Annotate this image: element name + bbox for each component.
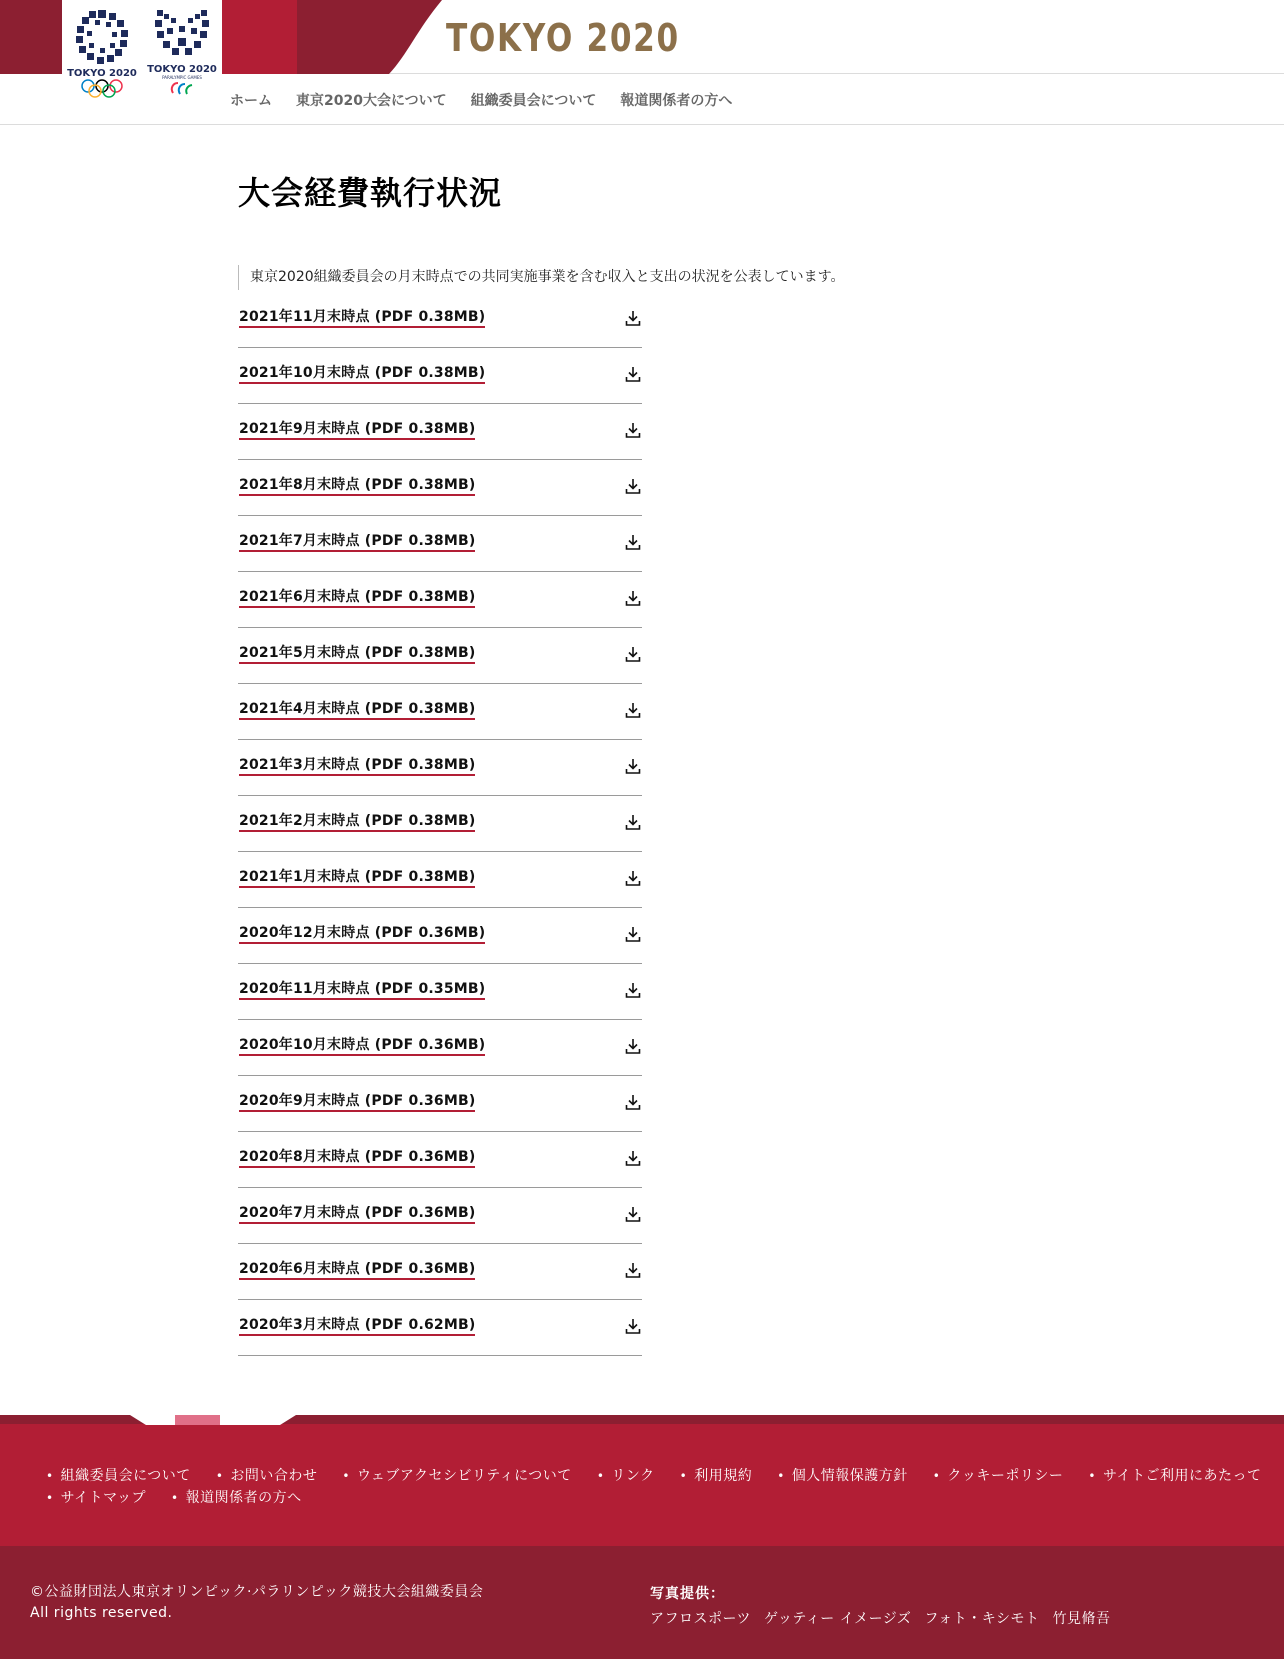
footer-link[interactable]: • ウェブアクセシビリティについて xyxy=(342,1466,571,1486)
document-item xyxy=(238,1076,642,1132)
download-icon[interactable] xyxy=(624,701,642,719)
nav-about-games[interactable]: 東京2020大会について xyxy=(296,93,447,109)
global-nav xyxy=(230,90,732,110)
footer-bottom xyxy=(0,1546,1284,1659)
page-top-tab[interactable] xyxy=(130,1415,296,1425)
footer-link[interactable]: • 個人情報保護方針 xyxy=(777,1466,908,1486)
nav-about-committee[interactable]: 組織委員会について xyxy=(470,93,597,109)
copyright-line2: All rights reserved. xyxy=(30,1605,173,1621)
download-icon[interactable] xyxy=(624,309,642,327)
document-item xyxy=(238,1132,642,1188)
document-item xyxy=(238,796,642,852)
document-link[interactable]: 2021年1月末時点 (PDF 0.38MB) xyxy=(239,869,475,888)
download-icon[interactable] xyxy=(624,645,642,663)
download-icon[interactable] xyxy=(624,1093,642,1111)
document-link[interactable]: 2020年9月末時点 (PDF 0.36MB) xyxy=(239,1093,475,1112)
download-icon[interactable] xyxy=(624,589,642,607)
document-link[interactable]: 2020年11月末時点 (PDF 0.35MB) xyxy=(239,981,485,1000)
document-link[interactable]: 2020年6月末時点 (PDF 0.36MB) xyxy=(239,1261,475,1280)
document-link[interactable]: 2020年7月末時点 (PDF 0.36MB) xyxy=(239,1205,475,1224)
document-link[interactable]: 2021年6月末時点 (PDF 0.38MB) xyxy=(239,589,475,608)
document-item xyxy=(238,348,642,404)
paralympic-emblem-link[interactable] xyxy=(146,8,218,96)
document-link[interactable]: 2021年2月末時点 (PDF 0.38MB) xyxy=(239,813,475,832)
photo-credits-names xyxy=(650,1607,1124,1632)
document-item xyxy=(238,964,642,1020)
document-item xyxy=(238,1020,642,1076)
footer-link[interactable]: • リンク xyxy=(597,1466,655,1486)
footer-link[interactable]: • 組織委員会について xyxy=(46,1466,191,1486)
document-item xyxy=(238,1244,642,1300)
header-band-red xyxy=(222,0,297,74)
document-item xyxy=(238,572,642,628)
document-link[interactable]: 2021年4月末時点 (PDF 0.38MB) xyxy=(239,701,475,720)
olympic-emblem-link[interactable] xyxy=(66,8,138,99)
download-icon[interactable] xyxy=(624,869,642,887)
footer-link[interactable]: • 報道関係者の方へ xyxy=(171,1488,302,1508)
document-link[interactable]: 2020年8月末時点 (PDF 0.36MB) xyxy=(239,1149,475,1168)
footer-links xyxy=(46,1466,1266,1508)
download-icon[interactable] xyxy=(624,1205,642,1223)
document-list xyxy=(238,292,642,1356)
download-icon[interactable] xyxy=(624,1037,642,1055)
document-link[interactable]: 2020年3月末時点 (PDF 0.62MB) xyxy=(239,1317,475,1336)
tokyo2020-wordmark[interactable]: TOKYO 2020 xyxy=(446,16,680,60)
document-link[interactable]: 2021年7月末時点 (PDF 0.38MB) xyxy=(239,533,475,552)
footer-link[interactable]: • クッキーポリシー xyxy=(933,1466,1064,1486)
document-link[interactable]: 2020年12月末時点 (PDF 0.36MB) xyxy=(239,925,485,944)
copyright-line1: ©公益財団法人東京オリンピック·パラリンピック競技大会組織委員会 xyxy=(30,1584,484,1600)
paralympic-emblem-subcaption: PARALYMPIC GAMES xyxy=(162,75,202,80)
document-item xyxy=(238,404,642,460)
download-icon[interactable] xyxy=(624,813,642,831)
document-link[interactable]: 2021年11月末時点 (PDF 0.38MB) xyxy=(239,309,485,328)
document-link[interactable]: 2021年9月末時点 (PDF 0.38MB) xyxy=(239,421,475,440)
photo-credit-name: ゲッティー イメージズ xyxy=(763,1611,912,1627)
olympic-rings-icon xyxy=(80,79,124,99)
footer-link[interactable]: • サイトご利用にあたって xyxy=(1088,1466,1261,1486)
emblem-panel xyxy=(62,0,222,110)
header-band-curve xyxy=(297,0,447,74)
photo-credits-label: 写真提供： xyxy=(650,1586,725,1602)
paralympic-emblem-icon xyxy=(153,8,211,62)
download-icon[interactable] xyxy=(624,925,642,943)
document-item xyxy=(238,460,642,516)
page-title: 大会経費執行状況 xyxy=(238,174,503,212)
photo-credit-name: フォト・キシモト xyxy=(924,1611,1040,1627)
photo-credit-name: 竹見脩吾 xyxy=(1052,1611,1111,1627)
download-icon[interactable] xyxy=(624,1149,642,1167)
nav-home[interactable]: ホーム xyxy=(230,93,272,109)
document-item xyxy=(238,852,642,908)
document-link[interactable]: 2021年10月末時点 (PDF 0.38MB) xyxy=(239,365,485,384)
copyright xyxy=(30,1582,483,1624)
download-icon[interactable] xyxy=(624,533,642,551)
document-item xyxy=(238,684,642,740)
photo-credit-name: アフロスポーツ xyxy=(650,1611,751,1627)
download-icon[interactable] xyxy=(624,477,642,495)
footer-link[interactable]: • 利用規約 xyxy=(680,1466,753,1486)
document-item xyxy=(238,1300,642,1356)
photo-credits xyxy=(650,1582,1124,1632)
paralympic-emblem-caption: TOKYO 2020 xyxy=(147,64,217,75)
document-item xyxy=(238,628,642,684)
download-icon[interactable] xyxy=(624,1261,642,1279)
footer-link[interactable]: • サイトマップ xyxy=(46,1488,146,1508)
site-header xyxy=(0,0,1284,125)
document-link[interactable]: 2021年5月末時点 (PDF 0.38MB) xyxy=(239,645,475,664)
download-icon[interactable] xyxy=(624,365,642,383)
olympic-emblem-caption: TOKYO 2020 xyxy=(67,68,137,79)
document-link[interactable]: 2021年3月末時点 (PDF 0.38MB) xyxy=(239,757,475,776)
agitos-icon xyxy=(167,80,197,96)
footer-link[interactable]: • お問い合わせ xyxy=(216,1466,318,1486)
download-icon[interactable] xyxy=(624,1317,642,1335)
document-link[interactable]: 2021年8月末時点 (PDF 0.38MB) xyxy=(239,477,475,496)
document-item xyxy=(238,1188,642,1244)
intro-text: 東京2020組織委員会の月末時点での共同実施事業を含む収入と支出の状況を公表しています。 xyxy=(238,265,845,290)
olympic-emblem-icon xyxy=(73,8,131,66)
nav-press[interactable]: 報道関係者の方へ xyxy=(620,93,733,109)
header-band-left xyxy=(0,0,62,74)
document-link[interactable]: 2020年10月末時点 (PDF 0.36MB) xyxy=(239,1037,485,1056)
document-item xyxy=(238,740,642,796)
download-icon[interactable] xyxy=(624,757,642,775)
download-icon[interactable] xyxy=(624,981,642,999)
document-item xyxy=(238,292,642,348)
document-item xyxy=(238,908,642,964)
download-icon[interactable] xyxy=(624,421,642,439)
document-item xyxy=(238,516,642,572)
